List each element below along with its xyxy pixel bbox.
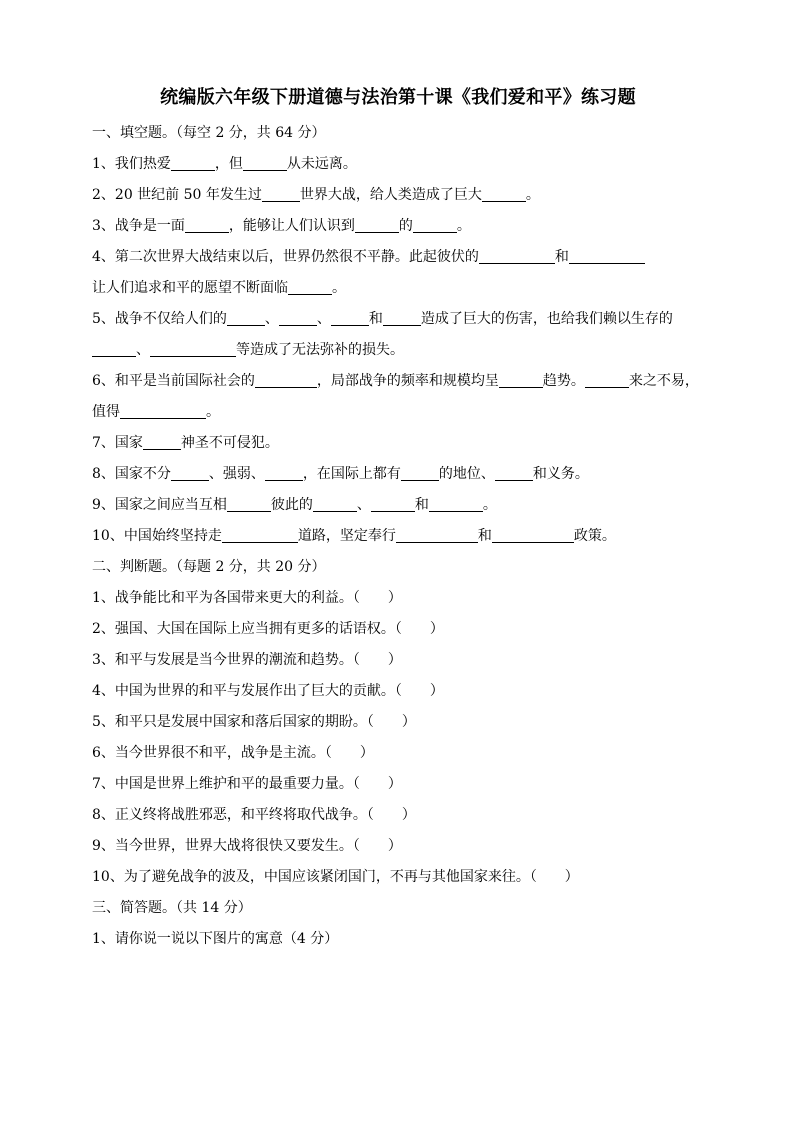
answer-blank[interactable] <box>479 247 555 264</box>
answer-blank[interactable] <box>499 371 543 388</box>
question-6: 6、和平是当前国际社会的 ，局部战争的频率和规模均呈 趋势。 来之不易，值得 。 <box>92 373 699 420</box>
judge-item[interactable]: 10、为了避免战争的波及，中国应该紧闭国门，不再与其他国家来往。（ ） <box>92 869 579 885</box>
judge-item[interactable]: 2、强国、大国在国际上应当拥有更多的话语权。（ ） <box>92 621 444 637</box>
judge-item[interactable]: 9、当今世界，世界大战将很快又要发生。（ ） <box>92 838 402 854</box>
judge-item[interactable]: 3、和平与发展是当今世界的潮流和趋势。（ ） <box>92 652 402 668</box>
answer-blank[interactable] <box>396 526 478 543</box>
judge-item[interactable]: 8、正义终将战胜邪恶，和平终将取代战争。（ ） <box>92 807 416 823</box>
answer-blank[interactable] <box>227 495 271 512</box>
section-fill-blank-heading: 一、填空题。（每空 2 分，共 64 分） <box>92 125 326 141</box>
answer-blank[interactable] <box>262 185 300 202</box>
answer-blank[interactable] <box>288 278 332 295</box>
answer-blank[interactable] <box>355 216 399 233</box>
question-4-line-2: 让人们追求和平的愿望不断面临 。 <box>92 280 346 296</box>
answer-blank[interactable] <box>313 495 357 512</box>
answer-blank[interactable] <box>143 433 181 450</box>
judge-item[interactable]: 4、中国为世界的和平与发展作出了巨大的贡献。（ ） <box>92 683 444 699</box>
judge-item[interactable]: 5、和平只是发展中国家和落后国家的期盼。（ ） <box>92 714 416 730</box>
answer-blank[interactable] <box>150 340 236 357</box>
answer-blank[interactable] <box>243 154 287 171</box>
answer-blank[interactable] <box>171 464 209 481</box>
short-answer-question-1: 1、请你说一说以下图片的寓意（4 分） <box>92 931 339 947</box>
answer-blank[interactable] <box>222 526 298 543</box>
question-9: 9、国家之间应当互相 彼此的 、 和 。 <box>92 497 497 513</box>
answer-blank[interactable] <box>255 371 317 388</box>
answer-blank[interactable] <box>492 526 574 543</box>
judge-item[interactable]: 6、当今世界很不和平，战争是主流。（ ） <box>92 745 374 761</box>
answer-blank[interactable] <box>413 216 457 233</box>
answer-blank[interactable] <box>495 464 533 481</box>
question-3: 3、战争是一面 ，能够让人们认识到 的 。 <box>92 218 471 234</box>
question-4-line-1: 4、第二次世界大战结束以后，世界仍然很不平静。此起彼伏的 和 <box>92 242 704 273</box>
answer-blank[interactable] <box>371 495 415 512</box>
answer-blank[interactable] <box>92 340 136 357</box>
judge-item[interactable]: 7、中国是世界上维护和平的最重要力量。（ ） <box>92 776 402 792</box>
answer-blank[interactable] <box>383 309 421 326</box>
question-1: 1、我们热爱 ，但 从未远离。 <box>92 156 357 172</box>
question-8: 8、国家不分 、强弱、 ，在国际上都有 的地位、 和义务。 <box>92 466 589 482</box>
answer-blank[interactable] <box>227 309 265 326</box>
answer-blank[interactable] <box>331 309 369 326</box>
answer-blank[interactable] <box>482 185 526 202</box>
answer-blank[interactable] <box>585 371 629 388</box>
question-5: 5、战争不仅给人们的 、 、 和 造成了巨大的伤害，也给我们赖以生存的、 等造成了无法弥补的损失。 <box>92 311 673 358</box>
answer-blank[interactable] <box>185 216 229 233</box>
page-title: 统编版六年级下册道德与法治第十课《我们爱和平》练习题 <box>160 87 636 108</box>
answer-blank[interactable] <box>279 309 317 326</box>
worksheet-page <box>92 86 704 955</box>
question-2: 2、20 世纪前 50 年发生过 世界大战，给人类造成了巨大 。 <box>92 187 540 203</box>
answer-blank[interactable] <box>401 464 439 481</box>
answer-blank[interactable] <box>569 247 645 264</box>
answer-blank[interactable] <box>429 495 483 512</box>
answer-blank[interactable] <box>171 154 215 171</box>
answer-blank[interactable] <box>120 402 206 419</box>
judge-item[interactable]: 1、战争能比和平为各国带来更大的利益。（ ） <box>92 590 402 606</box>
question-7: 7、国家 神圣不可侵犯。 <box>92 435 279 451</box>
section-short-answer-heading: 三、简答题。（共 14 分） <box>92 900 252 916</box>
section-true-false-heading: 二、判断题。（每题 2 分，共 20 分） <box>92 559 326 575</box>
question-10: 10、中国始终坚持走 道路，坚定奉行 和 政策。 <box>92 528 616 544</box>
answer-blank[interactable] <box>265 464 303 481</box>
